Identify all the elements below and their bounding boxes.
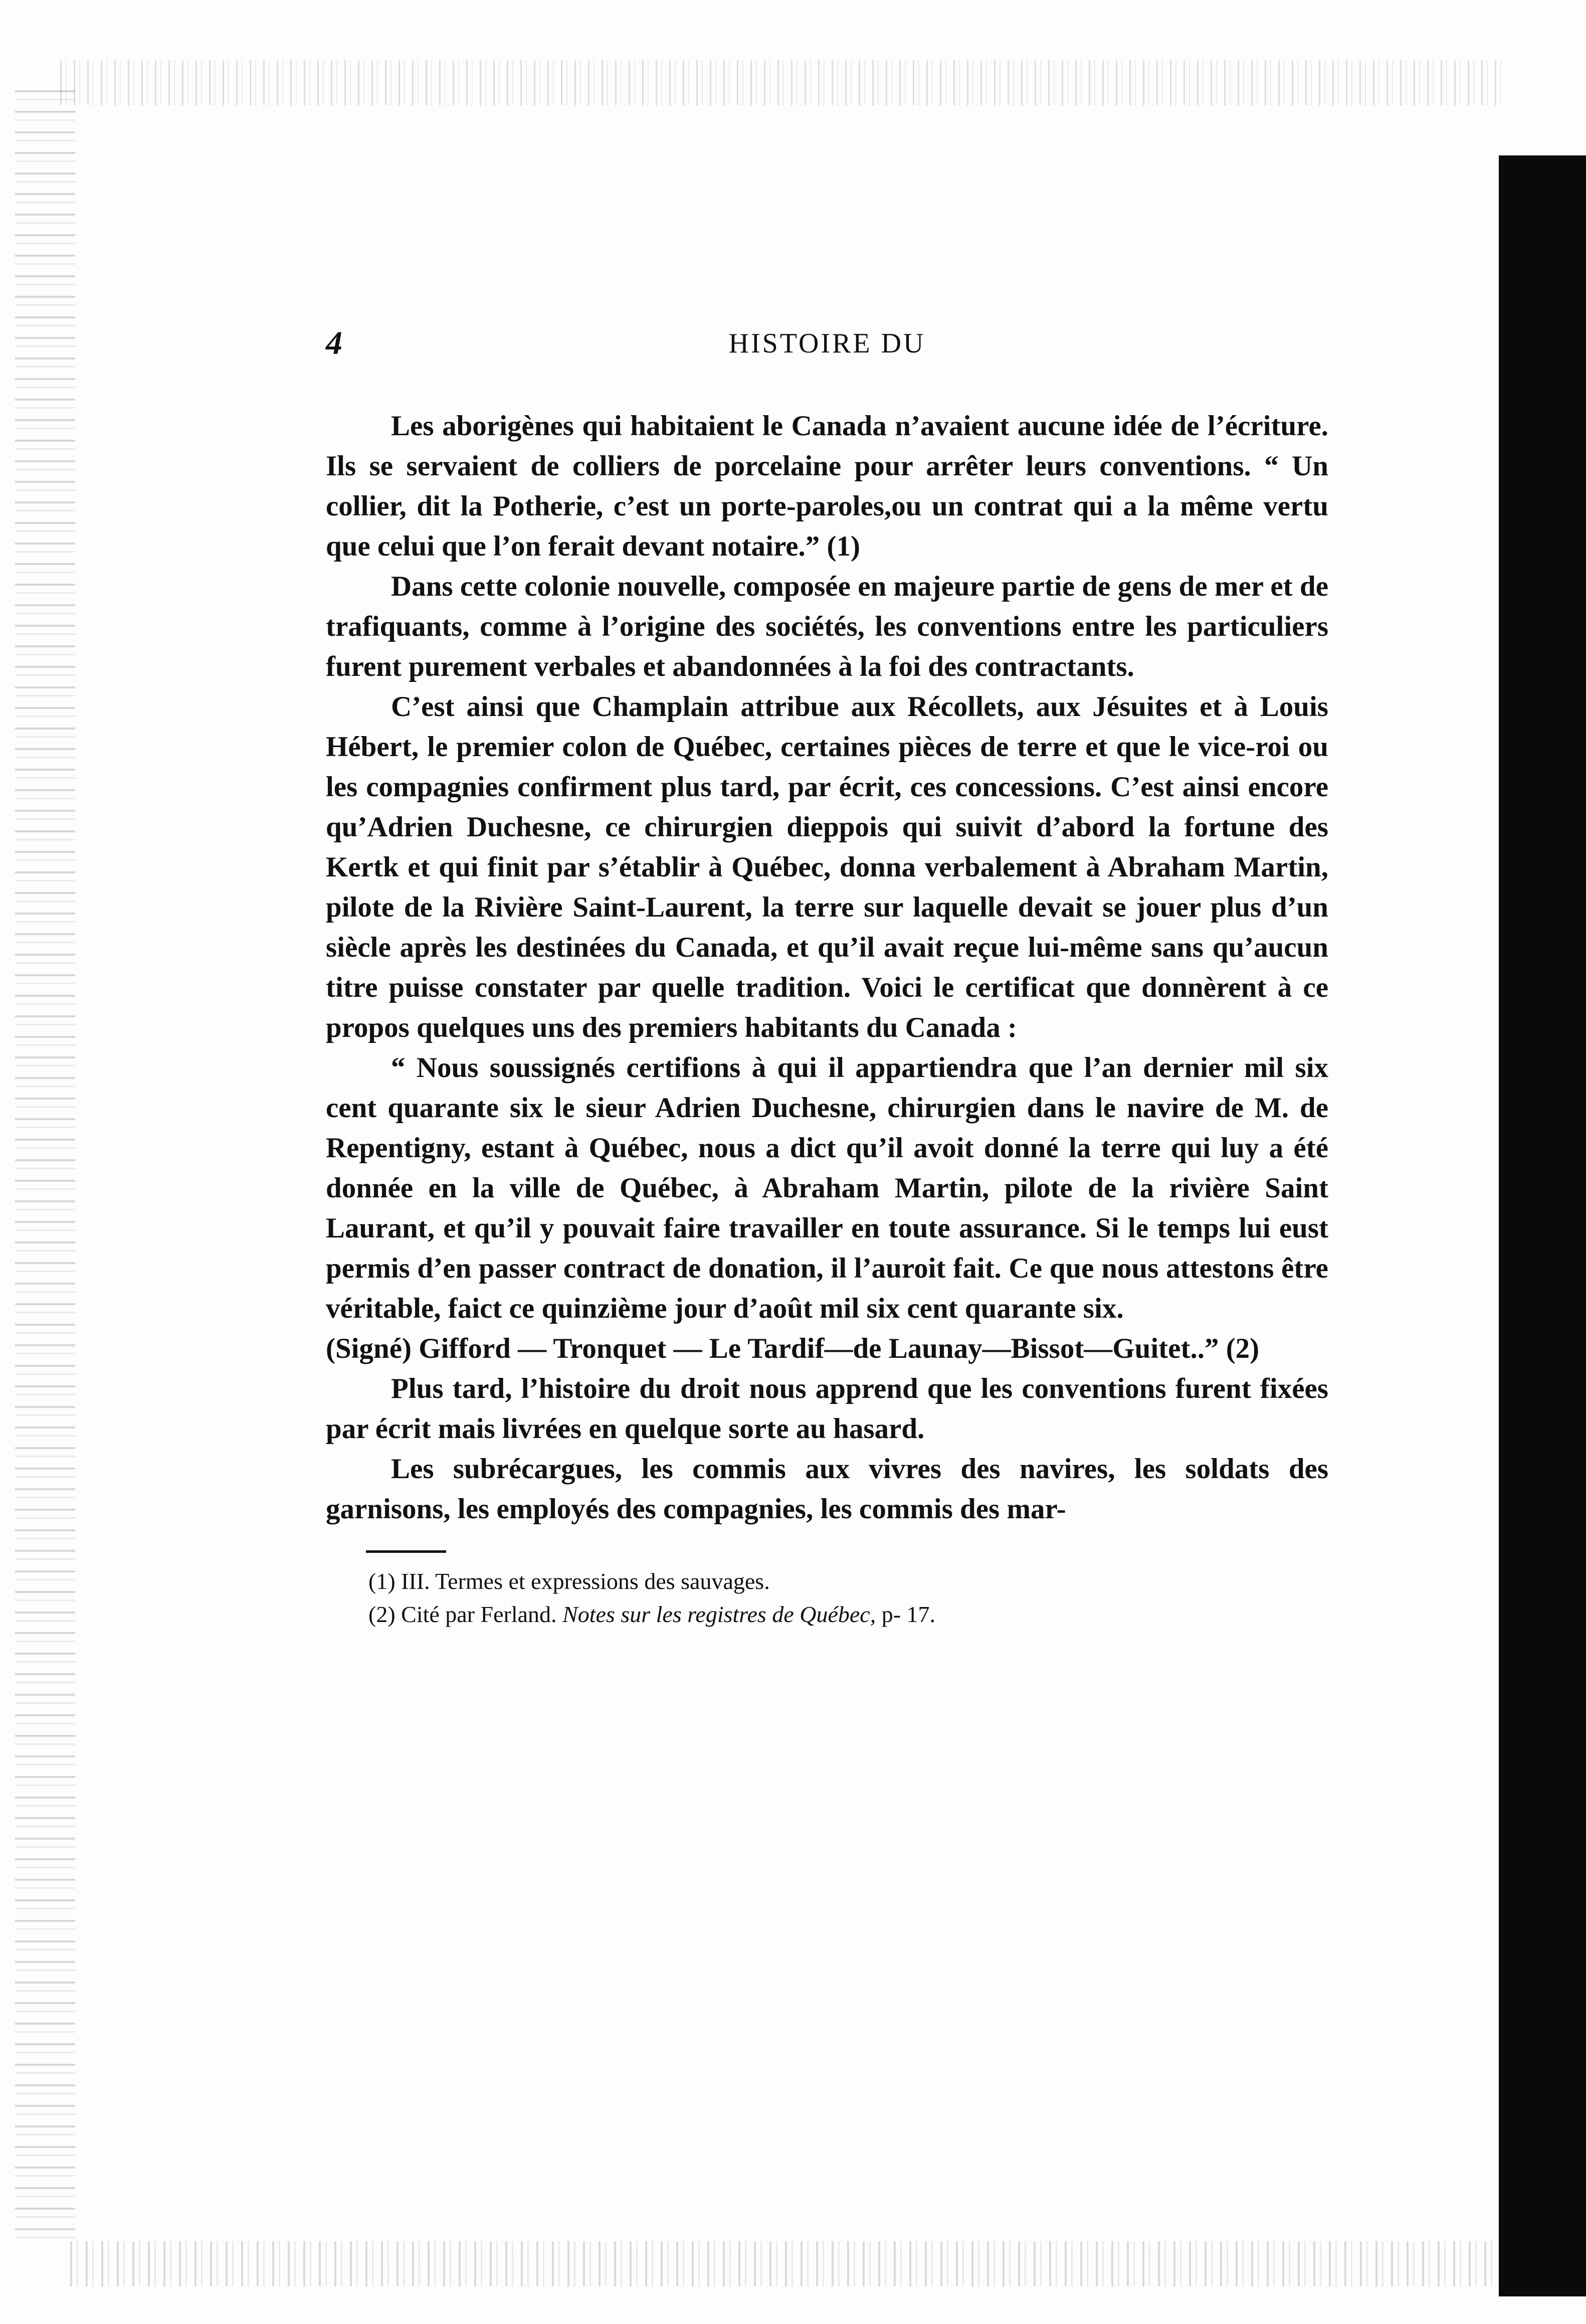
footnote-2-suffix: p- 17.	[881, 1601, 936, 1627]
text-block	[326, 321, 1328, 1631]
signatures-line: (Signé) Gifford — Tronquet — Le Tardif—de Launay—Bissot—Guitet..” (2)	[326, 1333, 1260, 1364]
footnote-rule	[366, 1550, 446, 1553]
footnotes	[326, 1565, 1328, 1631]
scan-edge-right	[1499, 155, 1586, 2296]
paragraph: C’est ainsi que Champlain attribue aux Récollets, aux Jésuites et à Louis Hébert, le premier colon de Québec, certaines pièces de terre et que le vice-roi ou les compagnies confirment plus tard, par écrit, ces concessions. C’est ainsi encore qu’Adrien Duchesne, ce chirurgien dieppois qui suivit d’abord la fortune des Kertk et qui finit par s’établir à Québec, donna verbalement à Abraham Martin, pilote de la Rivière Saint-Laurent, la terre sur laquelle devait se jouer plus d’un siècle après les destinées du Canada, et qu’il avait reçue lui-même sans qu’aucun titre puisse constater par quelle tradition. Voici le certificat que donnèrent à ce propos quelques uns des premiers habitants du Canada :	[326, 691, 1328, 1043]
quoted-certificate: “ Nous soussignés certifions à qui il appartiendra que l’an dernier mil six cent quarante six le sieur Adrien Duchesne, chirurgien dans le navire de M. de Repentigny, estant à Québec, nous a dict qu’il avoit donné la terre qui luy a été donnée en la ville de Québec, à Abraham Martin, pilote de la rivière Saint Laurant, et qu’il y pouvait faire travailler en toute assurance. Si le temps lui eust permis d’en passer contract de donation, il l’auroit fait. Ce que nous attestons être véritable, faict ce quinzième jour d’août mil six cent quarante six.	[326, 1052, 1328, 1324]
footnote-1: (1) III. Termes et expressions des sauvages.	[368, 1568, 770, 1594]
scan-edge-left	[15, 90, 75, 2246]
running-title: HISTOIRE DU	[728, 328, 926, 359]
paragraph: Les subrécargues, les commis aux vivres des navires, les soldats des garnisons, les employés des compagnies, les commis des mar-	[326, 1453, 1328, 1525]
running-head	[326, 321, 1328, 366]
footnote-2-title: Notes sur les registres de Québec,	[562, 1601, 876, 1627]
paragraph: Dans cette colonie nouvelle, composée en majeure partie de gens de mer et de trafiquants, comme à l’origine des sociétés, les conventions entre les particuliers furent purement verbales et abandonnées à la foi des contractants.	[326, 571, 1328, 682]
body-text	[326, 406, 1328, 1529]
scan-edge-top	[60, 60, 1504, 105]
scan-edge-bottom	[70, 2241, 1504, 2286]
page-number: 4	[326, 325, 342, 362]
footnote-2-prefix: (2) Cité par Ferland.	[368, 1601, 557, 1627]
paragraph: Plus tard, l’histoire du droit nous apprend que les conventions furent fixées par écrit mais livrées en quelque sorte au hasard.	[326, 1373, 1328, 1445]
footnote-2	[326, 1598, 1328, 1631]
paragraph: Les aborigènes qui habitaient le Canada n’avaient aucune idée de l’écriture. Ils se servaient de colliers de porcelaine pour arrêter leurs conventions. “ Un collier, dit la Potherie, c’est un porte-paroles,ou un contrat qui a la même vertu que celui que l’on ferait devant notaire.” (1)	[326, 410, 1328, 562]
